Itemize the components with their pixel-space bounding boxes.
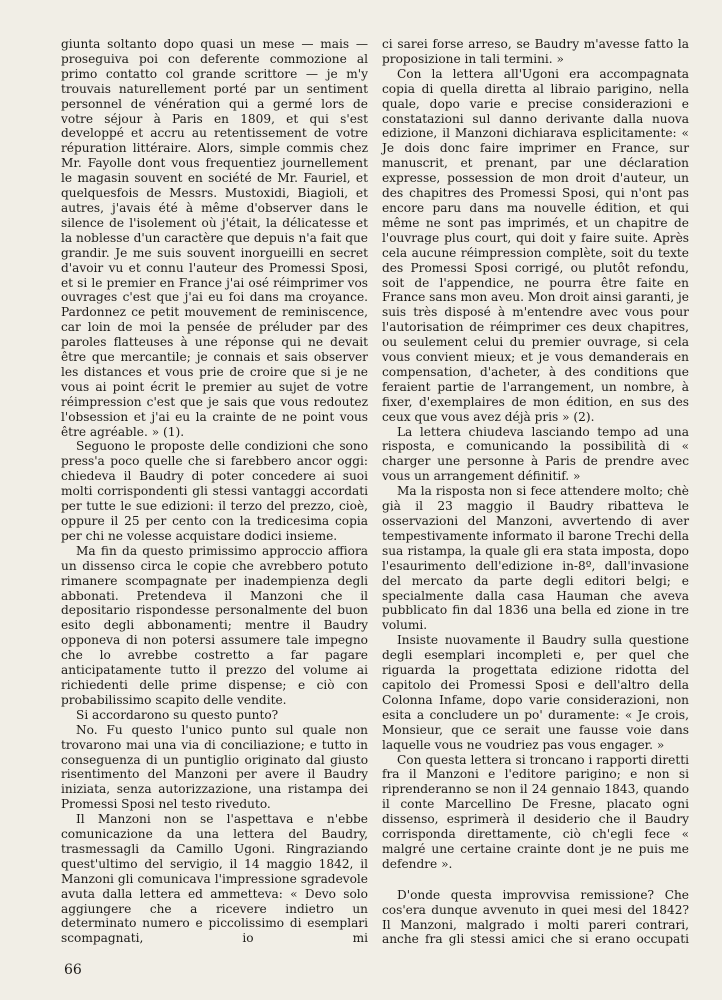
paragraph: Con la lettera all'Ugoni era accompagnata copia di quella diretta al libraio parigino, nella quale, dopo varie e precise considerazioni e constatazioni sul danno derivante dalla nuova edizione, il Manzoni dichiarava esplicitamente: « Je dois donc faire imprimer en France, sur manuscrit, et prenant, par une déclaration expresse, possession de mon droit d'auteur, un des chapitres des Promessi Sposi, qui n'ont pas encore paru dans ma nouvelle édition, et qui même ne sont pas imprimés, et un chapitre de l'ouvrage plus court, qui doit y faire suite. Après cela aucune réimpression complète, soit du texte des Promessi Sposi corrigé, ou plutôt refondu, soit de l'appendice, ne pourra être faite en France sans mon aveu. Mon droit ainsi garanti, je suis très disposé à m'entendre avec vous pour l'autorisation de réimprimer ces deux chapitres, ou seulement celui du premier ouvrage, si cela vous convient mieux; et je vous demanderais en compensation, d'acheter, à des conditions que feraient partie de l'arrangement, un nombre, à fixer, d'exemplaires de mon édition, en sus des ceux que vous avez déjà pris » (2). — [382, 66, 689, 424]
page-number: 66 — [64, 962, 82, 978]
paragraph: D'onde questa improvvisa remissione? Che cos'era dunque avvenuto in quei mesi del 1842? Il Manzoni, malgrado i molti pareri contrari, anche fra gli stessi amici che si erano occupati — [382, 887, 689, 947]
paragraph: Si accordarono su questo punto? — [76, 707, 279, 722]
paragraph: Ma fin da questo primissimo approccio affiora un dissenso circa le copie che avrebbero potuto rimanere scompagnate per inadempienza degli abbonati. Pretendeva il Manzoni che il depositario rispondesse personalmente del buon esito degli abbonamenti; mentre il Baudry opponeva di non potersi assumere tale impegno che lo avrebbe costretto a far pagare anticipatamente tutto il prezzo del volume ai richiedenti delle prime dispense; e ciò con probabilissimo scapito delle vendite. — [61, 543, 368, 707]
paragraph: La lettera chiudeva lasciando tempo ad una risposta, e comunicando la possibilità di « charger une personne à Paris de prendre avec vous un arrangement définitif. » — [382, 424, 689, 484]
paragraph: Seguono le proposte delle condizioni che sono press'a poco quelle che si farebbero ancor oggi: chiedeva il Baudry di poter concedere ai suoi molti corrispondenti gli stessi vantaggi accordati per tutte le sue edizioni: il terzo del prezzo, cioè, oppure il 25 per cento con la tredicesima copia per chi ne volesse acquistare dodici insieme. — [61, 439, 368, 543]
paragraph: No. Fu questo l'unico punto sul quale non trovarono mai una via di conciliazione; e tutto in conseguenza di un puntiglio originato dal giusto risentimento del Manzoni per avere il Baudry iniziata, senza autorizzazione, una ristampa dei Promessi Sposi nel testo riveduto. — [61, 722, 368, 812]
left-column — [61, 37, 368, 946]
paragraph: giunta soltanto dopo quasi un mese — mais — proseguiva poi con deferente commozione al primo contatto col grande scrittore — je m'y trouvais naturellement porté par un sentiment personnel de vénération qui a germé lors de votre séjour à Paris en 1809, et qui s'est developpé et accru au retentissement de votre répuration littéraire. Alors, simple commis chez Mr. Fayolle dont vous frequentiez journellement le magasin souvent en société de Mr. Fauriel, et quelquesfois de Messrs. Mustoxidi, Biagioli, et autres, j'avais été à même d'observer dans le silence de l'isolement où j'était, la délicatesse et la noblesse d'un caractère que depuis n'a fait que grandir. Je me suis souvent inorgueilli en secret d'avoir vu et connu l'auteur des Promessi Sposi, et si le premier en France j'ai osé réimprimer vos ouvrages c'est que j'ai eu foi dans ma croyance. Pardonnez ce petit mouvement de reminiscence, car loin de moi la pensée de préluder par des paroles flatteuses à une réponse qui ne devait être que mercantile; je connais et sais observer les distances et vous prie de croire que si je ne vous ai point écrit le premier au sujet de votre réimpression c'est que je sais que vous redoutez l'obsession et j'ai eu la crainte de ne point vous être agréable. » (1). — [61, 37, 368, 439]
paragraph: ci sarei forse arreso, se Baudry m'avesse fatto la proposizione in tali termini. » — [382, 37, 689, 66]
right-column — [382, 37, 689, 947]
paragraph: Insiste nuovamente il Baudry sulla questione degli esemplari incompleti e, per quel che riguarda la progettata edizione ridotta del capitolo dei Promessi Sposi e dell'altro della Colonna Infame, dopo varie considerazioni, non esita a concludere un po' duramente: « Je crois, Monsieur, que ce serait une fausse voie dans laquelle vous ne voudriez pas vous engager. » — [382, 633, 689, 752]
paragraph: Ma la risposta non si fece attendere molto; chè già il 23 maggio il Baudry ribatteva le osservazioni del Manzoni, avvertendo di aver tempestivamente informato il barone Trechi della sua ristampa, la quale gli era stata imposta, dopo l'esaurimento dell'edizione in-8º, dall'invasione del mercato da parte degli editori belgi; e specialmente dalla casa Hauman che aveva pubblicato fin dal 1836 una bella ed zione in tre volumi. — [382, 484, 689, 633]
paragraph: Con questa lettera si troncano i rapporti diretti fra il Manzoni e l'editore parigino; e non si riprenderanno se non il 24 gennaio 1843, quando il conte Marcellino De Fresne, placato ogni dissenso, esprimerà il desiderio che il Baudry corrisponda direttamente, ciò ch'egli fece « malgré une certaine crainte dont je ne puis me defendre ». — [382, 752, 689, 871]
paragraph: Il Manzoni non se l'aspettava e n'ebbe comunicazione da una lettera del Baudry, trasmessagli da Camillo Ugoni. Ringraziando quest'ultimo del servigio, il 14 maggio 1842, il Manzoni gli comunicava l'impressione sgradevole avuta dalla lettera ed ammetteva: « Devo solo aggiungere che a ricevere indietro un determinato numero e piccolissimo di esemplari scompagnati, io mi — [61, 812, 368, 946]
